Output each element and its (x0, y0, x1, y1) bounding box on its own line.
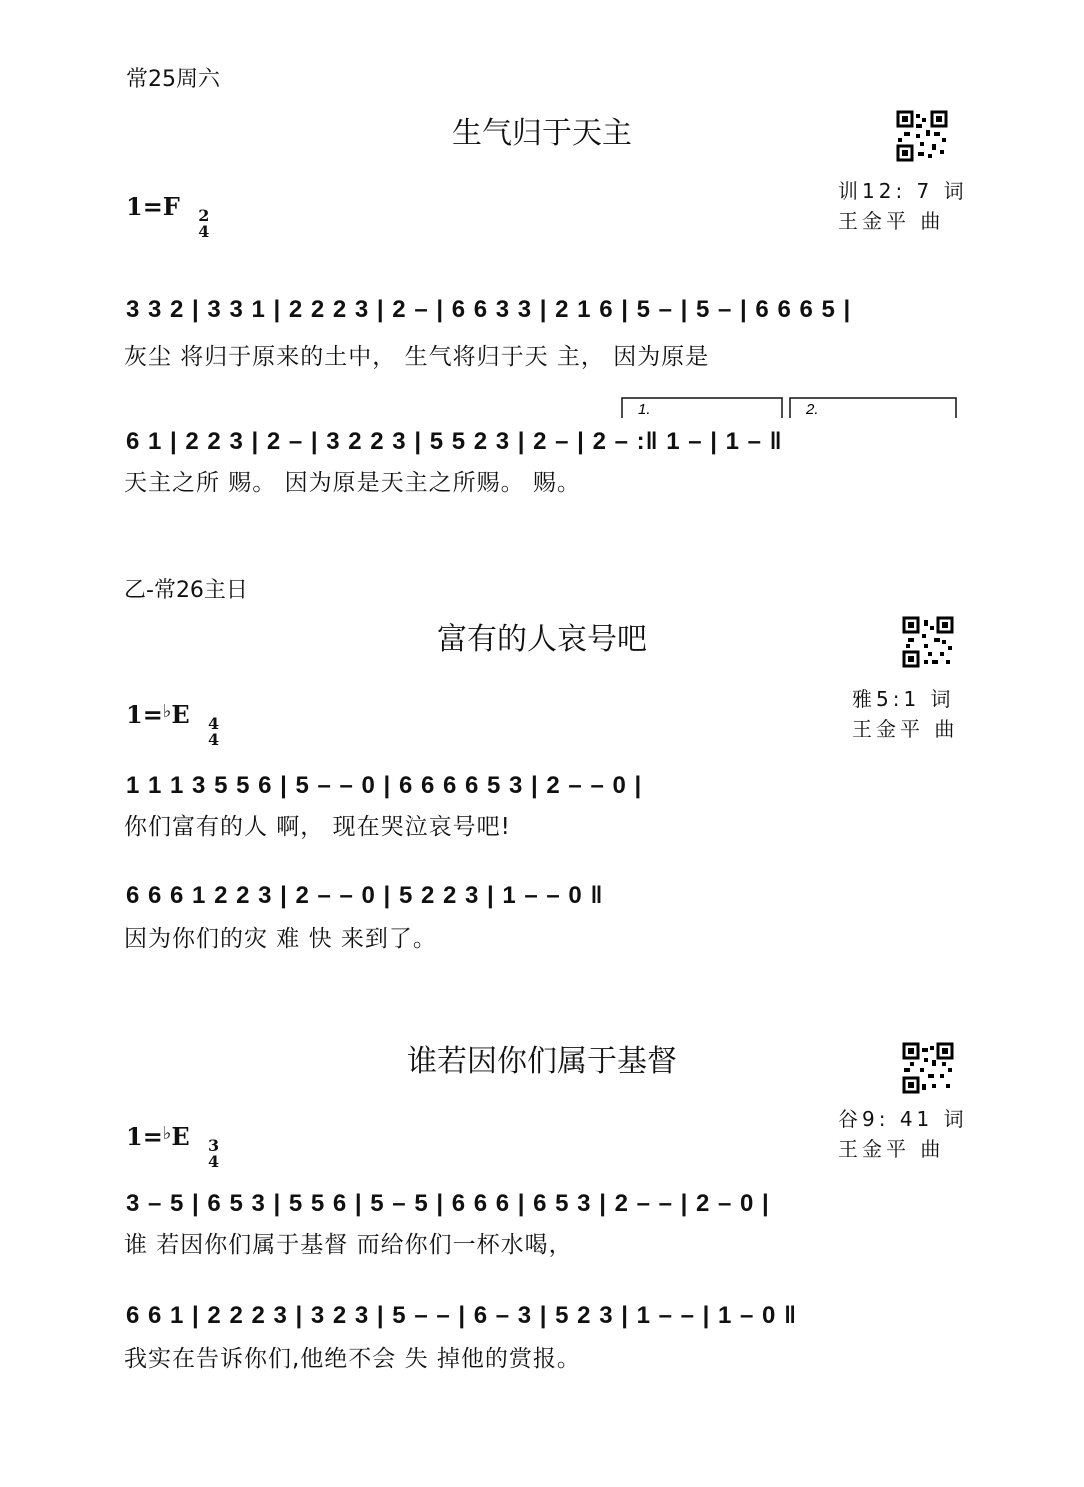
volta-1-label: 1. (638, 401, 651, 418)
key-text: 1=F (126, 192, 180, 221)
credits (852, 684, 958, 744)
notation-line: 6 6 6 1 2 2 3 | 2 – – 0 | 5 2 2 3 | 1 – – 0 ‖ (126, 882, 604, 909)
time-signature (198, 208, 209, 240)
notation-line: 1 1 1 3 5 5 6 | 5 – – 0 | 6 6 6 6 5 3 | 2 – – 0 | (126, 772, 643, 799)
notation-line: 3 – 5 | 6 5 3 | 5 5 6 | 5 – 5 | 6 6 6 | 6 5 3 | 2 – – | 2 – 0 | (126, 1190, 770, 1217)
notation-line: 6 6 1 | 2 2 2 3 | 3 2 3 | 5 – – | 6 – 3 | 5 2 3 | 1 – – | 1 – 0 ‖ (126, 1302, 798, 1329)
credit-music: 王金平 曲 (852, 717, 959, 741)
volta-brackets (620, 396, 960, 420)
qr-code-icon (902, 616, 954, 668)
key-signature (126, 700, 219, 748)
lyrics-line: 你们富有的人 啊， 现在哭泣哀号吧! (124, 814, 511, 840)
key-signature (126, 1122, 219, 1170)
time-top: 3 (207, 1136, 220, 1155)
key-letter: E (171, 1122, 190, 1151)
notation-line: 6 1 | 2 2 3 | 2 – | 3 2 2 3 | 5 5 2 3 | 2 – | 2 – :‖ 1 – | 1 – ‖ (126, 428, 783, 455)
time-signature (208, 1138, 219, 1170)
time-bottom: 4 (198, 222, 210, 241)
time-top: 4 (207, 714, 220, 733)
credits (838, 1104, 968, 1164)
credit-words: 雅5:1 词 (852, 687, 955, 711)
key-letter: E (171, 700, 190, 729)
song-title: 生气归于天主 (452, 116, 632, 151)
lyrics-line: 谁 若因你们属于基督 而给你们一杯水喝， (124, 1232, 573, 1258)
section-label: 乙-常26主日 (124, 578, 248, 603)
key-text: 1= (126, 700, 163, 729)
lyrics-line: 灰尘 将归于原来的土中， 生气将归于天 主， 因为原是 (124, 344, 710, 370)
credit-words: 谷9: 41 词 (838, 1107, 968, 1131)
flat-symbol: ♭ (162, 1123, 172, 1144)
time-signature (208, 716, 219, 748)
lyrics-line: 因为你们的灾 难 快 来到了。 (124, 926, 437, 952)
song-title: 富有的人哀号吧 (437, 622, 647, 657)
credit-words: 训12: 7 词 (838, 179, 968, 203)
credits (838, 176, 968, 236)
song-title: 谁若因你们属于基督 (407, 1044, 677, 1079)
time-top: 2 (198, 206, 210, 225)
key-signature (126, 192, 209, 240)
lyrics-line: 天主之所 赐。 因为原是天主之所赐。 赐。 (124, 470, 581, 496)
qr-code-icon (902, 1042, 954, 1094)
credit-music: 王金平 曲 (838, 209, 945, 233)
credit-music: 王金平 曲 (838, 1137, 945, 1161)
section-label: 常25周六 (126, 67, 220, 92)
time-bottom: 4 (207, 1152, 220, 1171)
time-bottom: 4 (207, 730, 220, 749)
notation-line: 3 3 2 | 3 3 1 | 2 2 2 3 | 2 – | 6 6 3 3 | 2 1 6 | 5 – | 5 – | 6 6 6 5 | (126, 296, 852, 323)
qr-code-icon (896, 110, 948, 162)
volta-2-label: 2. (806, 401, 819, 418)
flat-symbol: ♭ (162, 701, 172, 722)
key-text: 1= (126, 1122, 163, 1151)
lyrics-line: 我实在告诉你们,他绝不会 失 掉他的赏报。 (124, 1346, 581, 1372)
